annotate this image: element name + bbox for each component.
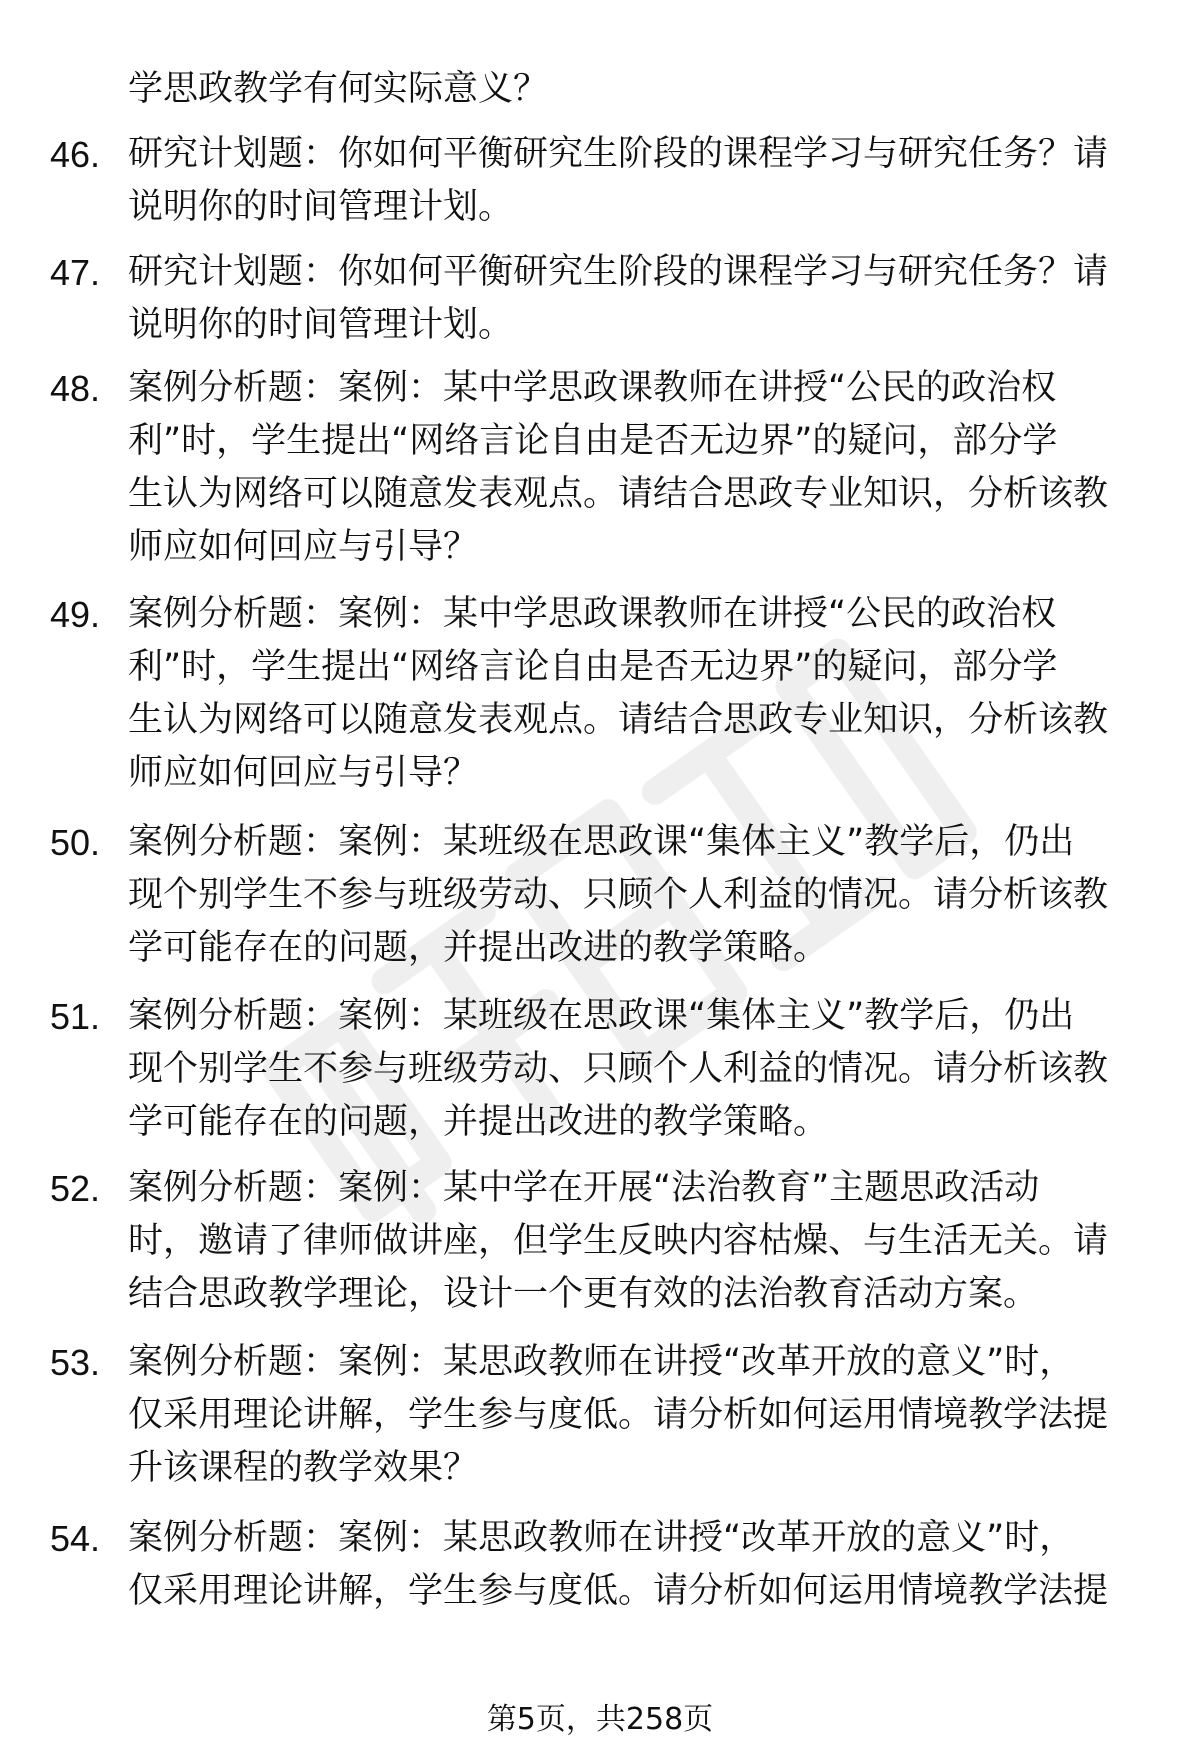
- question-text: [128, 1512, 1148, 1618]
- question-line: 案例分析题：案例：某中学思政课教师在讲授“公民的政治权: [128, 368, 1057, 408]
- question-line: 学可能存在的问题，并提出改进的教学策略。: [128, 1102, 829, 1142]
- question-number: 48.: [50, 368, 101, 409]
- question-line: 现个别学生不参与班级劳动、只顾个人利益的情况。请分析该教: [128, 1049, 1109, 1089]
- page-number-footer: 第5页，共258页: [486, 1702, 714, 1737]
- question-number: 51.: [50, 996, 101, 1037]
- question-line: 师应如何回应与引导？: [128, 753, 479, 793]
- question-line: 案例分析题：案例：某中学思政课教师在讲授“公民的政治权: [128, 594, 1057, 634]
- question-text: [128, 1162, 1148, 1321]
- question-text: [128, 246, 1148, 352]
- question-text: [128, 1336, 1148, 1495]
- question-text: [128, 990, 1148, 1149]
- question-text: [128, 128, 1148, 234]
- question-line: 说明你的时间管理计划。: [128, 305, 514, 345]
- question-line: 案例分析题：案例：某中学在开展“法治教育”主题思政活动: [128, 1168, 1040, 1208]
- question-text: [128, 362, 1148, 574]
- question-number: 49.: [50, 594, 101, 635]
- question-number: 50.: [50, 822, 101, 863]
- question-number: 46.: [50, 134, 101, 175]
- question-text: [128, 816, 1148, 975]
- question-line: 学可能存在的问题，并提出改进的教学策略。: [128, 928, 829, 968]
- question-text: [128, 588, 1148, 800]
- question-line: 利”时，学生提出“网络言论自由是否无边界”的疑问，部分学: [128, 647, 1058, 687]
- question-line: 现个别学生不参与班级劳动、只顾个人利益的情况。请分析该教: [128, 875, 1109, 915]
- question-line: 利”时，学生提出“网络言论自由是否无边界”的疑问，部分学: [128, 421, 1058, 461]
- question-line: 仅采用理论讲解，学生参与度低。请分析如何运用情境教学法提: [128, 1395, 1109, 1435]
- question-line: 研究计划题：你如何平衡研究生阶段的课程学习与研究任务？请: [128, 252, 1109, 292]
- question-line: 说明你的时间管理计划。: [128, 187, 514, 227]
- question-line: 升该课程的教学效果？: [128, 1448, 479, 1488]
- continuation-text: 学思政教学有何实际意义？: [128, 69, 549, 109]
- question-line: 案例分析题：案例：某思政教师在讲授“改革开放的意义”时，: [128, 1518, 1075, 1558]
- question-number: 53.: [50, 1342, 101, 1383]
- question-line: 案例分析题：案例：某思政教师在讲授“改革开放的意义”时，: [128, 1342, 1075, 1382]
- question-line: 案例分析题：案例：某班级在思政课“集体主义”教学后，仍出: [128, 996, 1075, 1036]
- question-line: 案例分析题：案例：某班级在思政课“集体主义”教学后，仍出: [128, 822, 1075, 862]
- question-line: 研究计划题：你如何平衡研究生阶段的课程学习与研究任务？请: [128, 134, 1109, 174]
- question-line: 生认为网络可以随意发表观点。请结合思政专业知识，分析该教: [128, 474, 1109, 514]
- question-line: 仅采用理论讲解，学生参与度低。请分析如何运用情境教学法提: [128, 1571, 1109, 1611]
- question-line: 生认为网络可以随意发表观点。请结合思政专业知识，分析该教: [128, 700, 1109, 740]
- question-line: 时，邀请了律师做讲座，但学生反映内容枯燥、与生活无关。请: [128, 1221, 1109, 1261]
- question-number: 52.: [50, 1168, 101, 1209]
- question-line: 结合思政教学理论，设计一个更有效的法治教育活动方案。: [128, 1274, 1039, 1314]
- question-number: 47.: [50, 252, 101, 293]
- question-number: 54.: [50, 1518, 101, 1559]
- question-line: 师应如何回应与引导？: [128, 527, 479, 567]
